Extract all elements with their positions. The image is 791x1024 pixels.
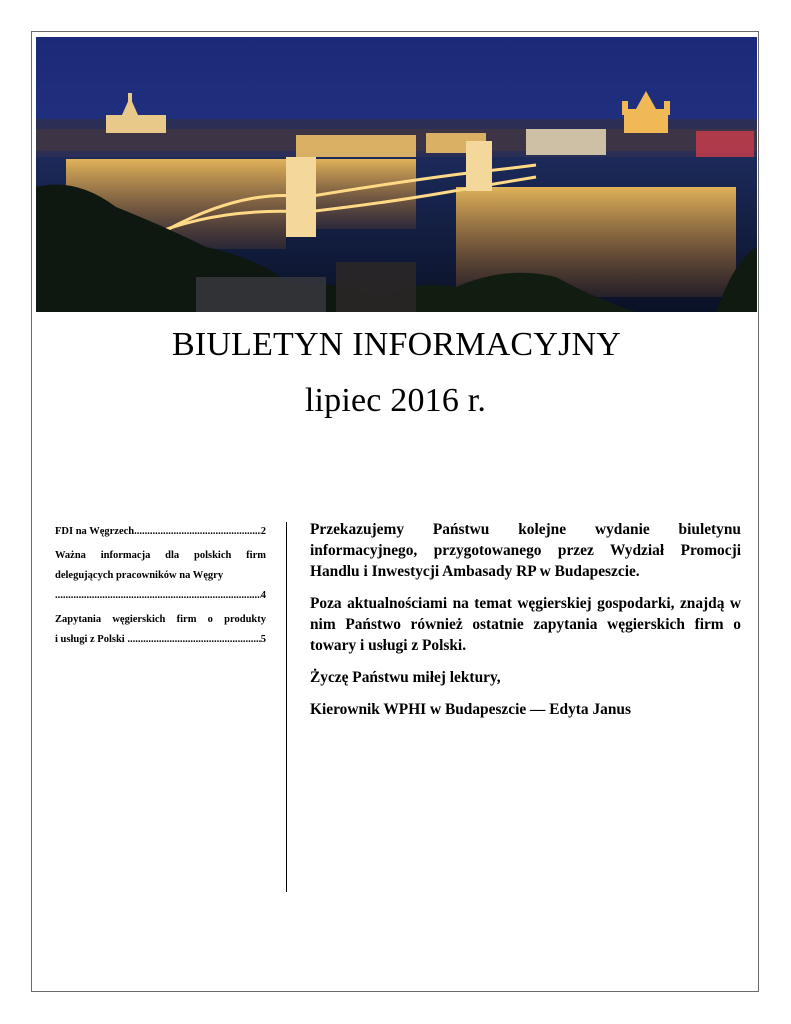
toc-page-number: 5 bbox=[260, 634, 266, 645]
toc-entry-text: delegujących pracowników na Węgry bbox=[55, 570, 224, 581]
intro-text bbox=[310, 519, 741, 731]
intro-paragraph-1: Przekazujemy Państwu kolejne wydanie biuletynu informacyjnego, przygotowanego przez Wydział Promocji Handlu i Inwestycji Ambasady RP w Budapeszcie. bbox=[310, 521, 741, 580]
toc-entry-workers[interactable] bbox=[55, 546, 266, 606]
intro-paragraph-2: Poza aktualnościami na temat węgierskiej gospodarki, znajdą w nim Państwo również ostatnie zapytania węgierskich firm o towary i usługi z Polski. bbox=[310, 595, 741, 654]
toc-leader bbox=[127, 630, 260, 650]
column-divider bbox=[286, 522, 287, 892]
toc-leader bbox=[55, 586, 261, 606]
intro-greeting: Życzę Państwu miłej lektury, bbox=[310, 669, 501, 686]
toc-page-number: 2 bbox=[260, 526, 266, 537]
document-title: BIULETYN INFORMACYJNY bbox=[171, 326, 622, 363]
toc-leader bbox=[134, 522, 261, 542]
table-of-contents bbox=[55, 522, 266, 650]
cover-photo bbox=[36, 37, 757, 312]
toc-entry-fdi[interactable] bbox=[55, 522, 266, 542]
intro-signature: Kierownik WPHI w Budapeszcie — Edyta Janus bbox=[310, 701, 631, 718]
budapest-night-photo bbox=[36, 37, 757, 312]
toc-entry-text: Ważna informacja dla polskich firm bbox=[55, 550, 266, 561]
toc-entry-text: i usługi z Polski bbox=[55, 634, 125, 645]
toc-page-number: 4 bbox=[260, 590, 266, 601]
toc-entry-text: Zapytania węgierskich firm o produkty bbox=[55, 614, 266, 625]
document-date: lipiec 2016 r. bbox=[304, 382, 487, 419]
toc-entry-text: FDI na Węgrzech bbox=[55, 526, 135, 537]
toc-entry-inquiries[interactable] bbox=[55, 610, 266, 650]
